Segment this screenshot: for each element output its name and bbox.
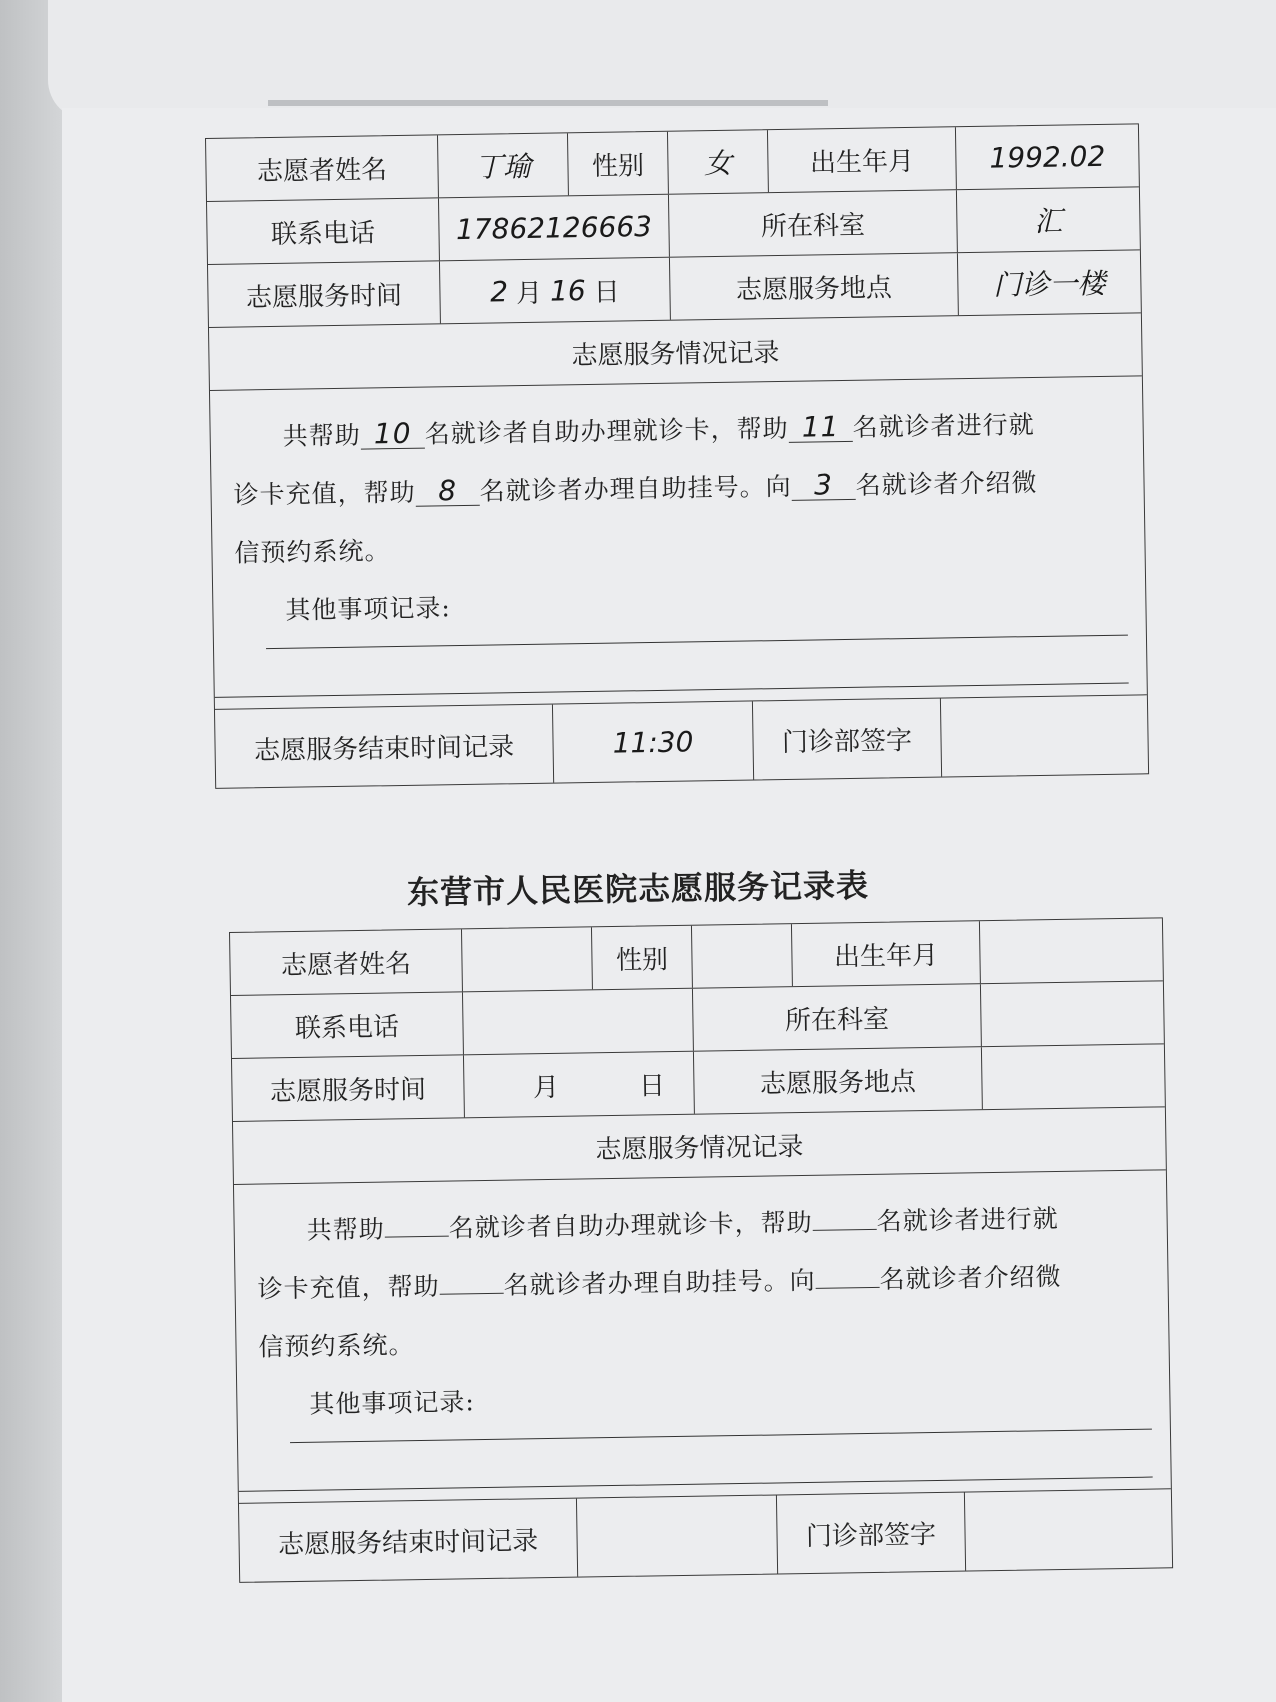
time-field[interactable] xyxy=(464,1052,695,1118)
gender-field[interactable] xyxy=(692,924,793,988)
previous-page-edge xyxy=(48,0,1276,120)
phone-label: 联系电话 xyxy=(207,198,440,264)
dept-label: 所在科室 xyxy=(693,984,982,1051)
record-text-6: 名就诊者介绍微 xyxy=(879,1261,1062,1294)
record-form-1 xyxy=(205,123,1149,789)
record-paragraph xyxy=(234,1170,1171,1503)
phone-field[interactable]: 17862126663 xyxy=(439,195,670,261)
record-text-2: 名就诊者自助办理就诊卡，帮助 xyxy=(424,413,789,449)
form-row-end xyxy=(215,695,1148,788)
time-field[interactable] xyxy=(440,258,671,324)
section-heading: 志愿服务情况记录 xyxy=(571,337,780,371)
form-row-end xyxy=(239,1489,1172,1582)
record-text-1: 共帮助 xyxy=(306,1214,385,1245)
time-month-unit: 月 xyxy=(532,1072,560,1103)
dept-field[interactable]: 汇 xyxy=(1034,204,1063,238)
helped-register-count[interactable]: 8 xyxy=(415,477,479,507)
time-month-value: 2 xyxy=(489,274,509,309)
form-row-record xyxy=(234,1170,1171,1504)
sign-label: 门诊部签字 xyxy=(777,1493,966,1574)
record-text-3: 名就诊者进行就 xyxy=(852,410,1035,442)
end-time-label: 志愿服务结束时间记录 xyxy=(215,705,554,788)
record-text-7: 信预约系统。 xyxy=(234,536,391,568)
birth-label: 出生年月 xyxy=(792,921,981,986)
time-label: 志愿服务时间 xyxy=(232,1055,465,1121)
time-day-unit: 日 xyxy=(638,1070,666,1102)
dept-label: 所在科室 xyxy=(669,190,958,257)
gender-label: 性别 xyxy=(592,926,693,990)
helped-card-count[interactable]: 10 xyxy=(360,420,424,450)
background-shadow xyxy=(0,0,70,1702)
form-row-record xyxy=(210,376,1147,710)
record-text-1: 共帮助 xyxy=(282,420,361,451)
record-text-5: 名就诊者办理自助挂号。向 xyxy=(503,1265,816,1300)
sign-label: 门诊部签字 xyxy=(753,699,942,780)
other-matters-line-2[interactable] xyxy=(239,1477,1153,1492)
time-day-value: 16 xyxy=(549,273,586,308)
record-text-7: 信预约系统。 xyxy=(258,1330,415,1362)
section-heading: 志愿服务情况记录 xyxy=(595,1131,804,1165)
form-2-title: 东营市人民医院志愿服务记录表 xyxy=(406,866,870,912)
helped-topup-count[interactable]: 11 xyxy=(788,413,852,443)
record-text-2: 名就诊者自助办理就诊卡，帮助 xyxy=(448,1207,813,1243)
record-text-6: 名就诊者介绍微 xyxy=(855,467,1038,500)
gender-field[interactable]: 女 xyxy=(668,130,769,194)
record-text-4: 诊卡充值，帮助 xyxy=(257,1271,440,1304)
record-text-5: 名就诊者办理自助挂号。向 xyxy=(479,471,792,506)
name-field[interactable] xyxy=(462,927,593,991)
record-form-2 xyxy=(229,917,1173,1583)
name-label: 志愿者姓名 xyxy=(230,929,463,995)
end-time-field[interactable]: 11:30 xyxy=(553,701,754,782)
time-day-unit: 日 xyxy=(593,277,620,308)
record-text-4: 诊卡充值，帮助 xyxy=(233,477,416,510)
other-matters-label: 其他事项记录: xyxy=(285,593,452,625)
birth-field[interactable]: 1992.02 xyxy=(989,139,1106,175)
phone-field[interactable] xyxy=(463,989,694,1055)
end-time-field[interactable] xyxy=(577,1495,778,1576)
gender-label: 性别 xyxy=(568,132,669,196)
name-field[interactable]: 丁瑜 xyxy=(438,133,569,197)
helped-topup-count[interactable] xyxy=(813,1229,877,1231)
place-field[interactable] xyxy=(982,1044,1165,1109)
birth-field[interactable] xyxy=(980,918,1163,983)
place-field[interactable]: 门诊一楼 xyxy=(993,266,1106,302)
wechat-intro-count[interactable] xyxy=(816,1287,880,1289)
birth-label: 出生年月 xyxy=(768,127,957,192)
name-label: 志愿者姓名 xyxy=(206,135,439,201)
dept-field[interactable] xyxy=(981,981,1164,1046)
other-matters-line-2[interactable] xyxy=(215,683,1129,698)
wechat-intro-count[interactable]: 3 xyxy=(791,471,855,501)
phone-label: 联系电话 xyxy=(231,992,464,1058)
place-label: 志愿服务地点 xyxy=(670,253,959,320)
end-time-label: 志愿服务结束时间记录 xyxy=(239,1499,578,1582)
sign-field[interactable] xyxy=(941,695,1148,776)
sign-field[interactable] xyxy=(965,1489,1172,1570)
helped-register-count[interactable] xyxy=(440,1293,504,1295)
helped-card-count[interactable] xyxy=(385,1236,449,1238)
time-label: 志愿服务时间 xyxy=(208,261,441,327)
other-matters-label: 其他事项记录: xyxy=(309,1387,476,1419)
record-text-3: 名就诊者进行就 xyxy=(876,1204,1059,1236)
place-label: 志愿服务地点 xyxy=(694,1047,983,1114)
previous-page-title-fragment xyxy=(268,100,828,106)
record-paragraph xyxy=(210,376,1147,709)
time-month-unit: 月 xyxy=(515,278,543,309)
